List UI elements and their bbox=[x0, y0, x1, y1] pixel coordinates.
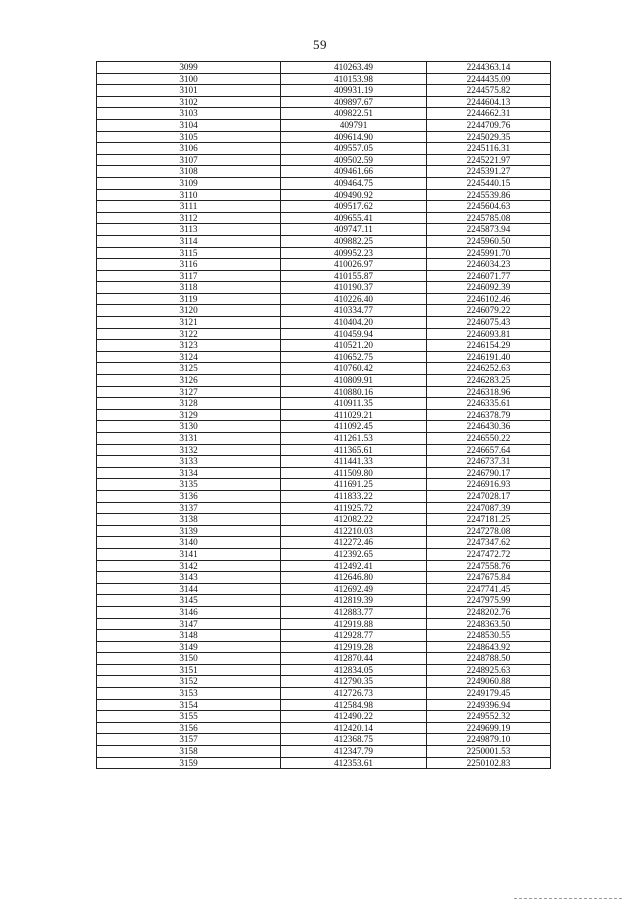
table-row bbox=[97, 224, 551, 236]
x-coordinate-cell: 412790.35 bbox=[281, 676, 427, 688]
y-coordinate-cell: 2246335.61 bbox=[427, 398, 551, 410]
x-coordinate-cell: 409791 bbox=[281, 119, 427, 131]
x-coordinate-cell: 412392.65 bbox=[281, 548, 427, 560]
table-row bbox=[97, 490, 551, 502]
y-coordinate-cell: 2246102.46 bbox=[427, 293, 551, 305]
y-coordinate-cell: 2246079.22 bbox=[427, 305, 551, 317]
y-coordinate-cell: 2246916.93 bbox=[427, 479, 551, 491]
table-row bbox=[97, 85, 551, 97]
point-number-cell: 3134 bbox=[97, 467, 281, 479]
point-number-cell: 3136 bbox=[97, 490, 281, 502]
table-row bbox=[97, 421, 551, 433]
y-coordinate-cell: 2248363.50 bbox=[427, 618, 551, 630]
y-coordinate-cell: 2247028.17 bbox=[427, 490, 551, 502]
point-number-cell: 3120 bbox=[97, 305, 281, 317]
y-coordinate-cell: 2244662.31 bbox=[427, 108, 551, 120]
point-number-cell: 3101 bbox=[97, 85, 281, 97]
point-number-cell: 3105 bbox=[97, 131, 281, 143]
point-number-cell: 3139 bbox=[97, 525, 281, 537]
x-coordinate-cell: 412082.22 bbox=[281, 514, 427, 526]
x-coordinate-cell: 409614.90 bbox=[281, 131, 427, 143]
y-coordinate-cell: 2246550.22 bbox=[427, 433, 551, 445]
point-number-cell: 3137 bbox=[97, 502, 281, 514]
x-coordinate-cell: 410263.49 bbox=[281, 62, 427, 74]
table-row bbox=[97, 375, 551, 387]
y-coordinate-cell: 2249879.10 bbox=[427, 734, 551, 746]
point-number-cell: 3152 bbox=[97, 676, 281, 688]
x-coordinate-cell: 410404.20 bbox=[281, 317, 427, 329]
y-coordinate-cell: 2248788.50 bbox=[427, 653, 551, 665]
point-number-cell: 3111 bbox=[97, 201, 281, 213]
x-coordinate-cell: 409747.11 bbox=[281, 224, 427, 236]
table-row bbox=[97, 757, 551, 769]
x-coordinate-cell: 412919.28 bbox=[281, 641, 427, 653]
y-coordinate-cell: 2245539.86 bbox=[427, 189, 551, 201]
x-coordinate-cell: 411261.53 bbox=[281, 433, 427, 445]
table-row bbox=[97, 96, 551, 108]
table-row bbox=[97, 201, 551, 213]
x-coordinate-cell: 410459.94 bbox=[281, 328, 427, 340]
point-number-cell: 3116 bbox=[97, 259, 281, 271]
y-coordinate-cell: 2246252.63 bbox=[427, 363, 551, 375]
table-row bbox=[97, 270, 551, 282]
y-coordinate-cell: 2248202.76 bbox=[427, 606, 551, 618]
y-coordinate-cell: 2246378.79 bbox=[427, 409, 551, 421]
point-number-cell: 3099 bbox=[97, 62, 281, 74]
y-coordinate-cell: 2244435.09 bbox=[427, 73, 551, 85]
y-coordinate-cell: 2245960.50 bbox=[427, 235, 551, 247]
point-number-cell: 3157 bbox=[97, 734, 281, 746]
table-body bbox=[97, 62, 551, 769]
table-row bbox=[97, 119, 551, 131]
point-number-cell: 3122 bbox=[97, 328, 281, 340]
point-number-cell: 3133 bbox=[97, 456, 281, 468]
y-coordinate-cell: 2246430.36 bbox=[427, 421, 551, 433]
x-coordinate-cell: 410652.75 bbox=[281, 351, 427, 363]
x-coordinate-cell: 409931.19 bbox=[281, 85, 427, 97]
table-row bbox=[97, 722, 551, 734]
point-number-cell: 3153 bbox=[97, 688, 281, 700]
point-number-cell: 3119 bbox=[97, 293, 281, 305]
y-coordinate-cell: 2246034.23 bbox=[427, 259, 551, 271]
y-coordinate-cell: 2245029.35 bbox=[427, 131, 551, 143]
x-coordinate-cell: 409464.75 bbox=[281, 177, 427, 189]
y-coordinate-cell: 2245391.27 bbox=[427, 166, 551, 178]
y-coordinate-cell: 2247558.76 bbox=[427, 560, 551, 572]
point-number-cell: 3124 bbox=[97, 351, 281, 363]
point-number-cell: 3141 bbox=[97, 548, 281, 560]
y-coordinate-cell: 2245604.63 bbox=[427, 201, 551, 213]
y-coordinate-cell: 2249699.19 bbox=[427, 722, 551, 734]
point-number-cell: 3147 bbox=[97, 618, 281, 630]
table-row bbox=[97, 363, 551, 375]
y-coordinate-cell: 2245221.97 bbox=[427, 154, 551, 166]
point-number-cell: 3149 bbox=[97, 641, 281, 653]
point-number-cell: 3158 bbox=[97, 746, 281, 758]
y-coordinate-cell: 2247087.39 bbox=[427, 502, 551, 514]
point-number-cell: 3135 bbox=[97, 479, 281, 491]
x-coordinate-cell: 410880.16 bbox=[281, 386, 427, 398]
point-number-cell: 3102 bbox=[97, 96, 281, 108]
x-coordinate-cell: 410155.87 bbox=[281, 270, 427, 282]
point-number-cell: 3117 bbox=[97, 270, 281, 282]
point-number-cell: 3121 bbox=[97, 317, 281, 329]
x-coordinate-cell: 412919.88 bbox=[281, 618, 427, 630]
point-number-cell: 3143 bbox=[97, 572, 281, 584]
x-coordinate-cell: 410190.37 bbox=[281, 282, 427, 294]
point-number-cell: 3156 bbox=[97, 722, 281, 734]
point-number-cell: 3106 bbox=[97, 143, 281, 155]
x-coordinate-cell: 412353.61 bbox=[281, 757, 427, 769]
table-row bbox=[97, 166, 551, 178]
table-row bbox=[97, 212, 551, 224]
x-coordinate-cell: 410026.97 bbox=[281, 259, 427, 271]
point-number-cell: 3148 bbox=[97, 630, 281, 642]
x-coordinate-cell: 412272.46 bbox=[281, 537, 427, 549]
table-row bbox=[97, 433, 551, 445]
y-coordinate-cell: 2249552.32 bbox=[427, 711, 551, 723]
x-coordinate-cell: 409882.25 bbox=[281, 235, 427, 247]
point-number-cell: 3125 bbox=[97, 363, 281, 375]
y-coordinate-cell: 2244363.14 bbox=[427, 62, 551, 74]
y-coordinate-cell: 2245440.15 bbox=[427, 177, 551, 189]
point-number-cell: 3114 bbox=[97, 235, 281, 247]
y-coordinate-cell: 2248925.63 bbox=[427, 664, 551, 676]
table-row bbox=[97, 328, 551, 340]
y-coordinate-cell: 2246657.64 bbox=[427, 444, 551, 456]
table-row bbox=[97, 618, 551, 630]
x-coordinate-cell: 411509.80 bbox=[281, 467, 427, 479]
table-row bbox=[97, 688, 551, 700]
point-number-cell: 3132 bbox=[97, 444, 281, 456]
table-row bbox=[97, 676, 551, 688]
table-row bbox=[97, 143, 551, 155]
x-coordinate-cell: 412883.77 bbox=[281, 606, 427, 618]
table-row bbox=[97, 62, 551, 74]
x-coordinate-cell: 409461.66 bbox=[281, 166, 427, 178]
x-coordinate-cell: 410153.98 bbox=[281, 73, 427, 85]
y-coordinate-cell: 2246092.39 bbox=[427, 282, 551, 294]
y-coordinate-cell: 2250102.83 bbox=[427, 757, 551, 769]
x-coordinate-cell: 411029.21 bbox=[281, 409, 427, 421]
y-coordinate-cell: 2246283.25 bbox=[427, 375, 551, 387]
coordinate-table bbox=[96, 61, 551, 769]
table-row bbox=[97, 641, 551, 653]
y-coordinate-cell: 2247347.62 bbox=[427, 537, 551, 549]
point-number-cell: 3123 bbox=[97, 340, 281, 352]
table-row bbox=[97, 189, 551, 201]
point-number-cell: 3103 bbox=[97, 108, 281, 120]
table-row bbox=[97, 154, 551, 166]
y-coordinate-cell: 2246318.96 bbox=[427, 386, 551, 398]
point-number-cell: 3118 bbox=[97, 282, 281, 294]
y-coordinate-cell: 2246191.40 bbox=[427, 351, 551, 363]
table-row bbox=[97, 537, 551, 549]
y-coordinate-cell: 2247675.84 bbox=[427, 572, 551, 584]
y-coordinate-cell: 2247278.08 bbox=[427, 525, 551, 537]
point-number-cell: 3140 bbox=[97, 537, 281, 549]
table-row bbox=[97, 606, 551, 618]
table-row bbox=[97, 653, 551, 665]
table-row bbox=[97, 247, 551, 259]
table-row bbox=[97, 548, 551, 560]
table-row bbox=[97, 479, 551, 491]
x-coordinate-cell: 409490.92 bbox=[281, 189, 427, 201]
point-number-cell: 3146 bbox=[97, 606, 281, 618]
table-row bbox=[97, 560, 551, 572]
x-coordinate-cell: 411691.25 bbox=[281, 479, 427, 491]
point-number-cell: 3113 bbox=[97, 224, 281, 236]
y-coordinate-cell: 2244575.82 bbox=[427, 85, 551, 97]
table-row bbox=[97, 398, 551, 410]
y-coordinate-cell: 2249396.94 bbox=[427, 699, 551, 711]
table-row bbox=[97, 317, 551, 329]
x-coordinate-cell: 409952.23 bbox=[281, 247, 427, 259]
table-row bbox=[97, 572, 551, 584]
point-number-cell: 3154 bbox=[97, 699, 281, 711]
x-coordinate-cell: 412928.77 bbox=[281, 630, 427, 642]
table-row bbox=[97, 293, 551, 305]
x-coordinate-cell: 411365.61 bbox=[281, 444, 427, 456]
table-row bbox=[97, 502, 551, 514]
y-coordinate-cell: 2245116.31 bbox=[427, 143, 551, 155]
point-number-cell: 3151 bbox=[97, 664, 281, 676]
y-coordinate-cell: 2245991.70 bbox=[427, 247, 551, 259]
table-row bbox=[97, 409, 551, 421]
x-coordinate-cell: 409822.51 bbox=[281, 108, 427, 120]
table-row bbox=[97, 305, 551, 317]
point-number-cell: 3155 bbox=[97, 711, 281, 723]
x-coordinate-cell: 412490.22 bbox=[281, 711, 427, 723]
table-row bbox=[97, 282, 551, 294]
y-coordinate-cell: 2247181.25 bbox=[427, 514, 551, 526]
y-coordinate-cell: 2247975.99 bbox=[427, 595, 551, 607]
table-row bbox=[97, 131, 551, 143]
table-row bbox=[97, 177, 551, 189]
point-number-cell: 3159 bbox=[97, 757, 281, 769]
point-number-cell: 3138 bbox=[97, 514, 281, 526]
point-number-cell: 3144 bbox=[97, 583, 281, 595]
x-coordinate-cell: 412210.03 bbox=[281, 525, 427, 537]
y-coordinate-cell: 2246075.43 bbox=[427, 317, 551, 329]
point-number-cell: 3145 bbox=[97, 595, 281, 607]
x-coordinate-cell: 409517.62 bbox=[281, 201, 427, 213]
y-coordinate-cell: 2249060.88 bbox=[427, 676, 551, 688]
table-row bbox=[97, 259, 551, 271]
point-number-cell: 3126 bbox=[97, 375, 281, 387]
table-row bbox=[97, 235, 551, 247]
point-number-cell: 3112 bbox=[97, 212, 281, 224]
x-coordinate-cell: 412420.14 bbox=[281, 722, 427, 734]
point-number-cell: 3100 bbox=[97, 73, 281, 85]
scan-artifact-line bbox=[514, 898, 622, 899]
y-coordinate-cell: 2247472.72 bbox=[427, 548, 551, 560]
table-row bbox=[97, 746, 551, 758]
y-coordinate-cell: 2246071.77 bbox=[427, 270, 551, 282]
y-coordinate-cell: 2246154.29 bbox=[427, 340, 551, 352]
table-row bbox=[97, 340, 551, 352]
x-coordinate-cell: 411441.33 bbox=[281, 456, 427, 468]
point-number-cell: 3130 bbox=[97, 421, 281, 433]
point-number-cell: 3131 bbox=[97, 433, 281, 445]
table-row bbox=[97, 456, 551, 468]
x-coordinate-cell: 409897.67 bbox=[281, 96, 427, 108]
point-number-cell: 3142 bbox=[97, 560, 281, 572]
point-number-cell: 3104 bbox=[97, 119, 281, 131]
y-coordinate-cell: 2245785.08 bbox=[427, 212, 551, 224]
x-coordinate-cell: 411925.72 bbox=[281, 502, 427, 514]
table-row bbox=[97, 664, 551, 676]
page-number: 59 bbox=[313, 37, 327, 52]
x-coordinate-cell: 410911.35 bbox=[281, 398, 427, 410]
point-number-cell: 3109 bbox=[97, 177, 281, 189]
table-row bbox=[97, 630, 551, 642]
y-coordinate-cell: 2248530.55 bbox=[427, 630, 551, 642]
x-coordinate-cell: 412492.41 bbox=[281, 560, 427, 572]
x-coordinate-cell: 410809.91 bbox=[281, 375, 427, 387]
x-coordinate-cell: 411092.45 bbox=[281, 421, 427, 433]
table-row bbox=[97, 595, 551, 607]
x-coordinate-cell: 412646.80 bbox=[281, 572, 427, 584]
y-coordinate-cell: 2246093.81 bbox=[427, 328, 551, 340]
point-number-cell: 3110 bbox=[97, 189, 281, 201]
table-row bbox=[97, 444, 551, 456]
y-coordinate-cell: 2247741.45 bbox=[427, 583, 551, 595]
x-coordinate-cell: 410760.42 bbox=[281, 363, 427, 375]
x-coordinate-cell: 412726.73 bbox=[281, 688, 427, 700]
x-coordinate-cell: 409557.05 bbox=[281, 143, 427, 155]
table-row bbox=[97, 583, 551, 595]
y-coordinate-cell: 2244604.13 bbox=[427, 96, 551, 108]
x-coordinate-cell: 412692.49 bbox=[281, 583, 427, 595]
x-coordinate-cell: 410334.77 bbox=[281, 305, 427, 317]
x-coordinate-cell: 409502.59 bbox=[281, 154, 427, 166]
x-coordinate-cell: 412368.75 bbox=[281, 734, 427, 746]
table-row bbox=[97, 525, 551, 537]
x-coordinate-cell: 412584.98 bbox=[281, 699, 427, 711]
table-row bbox=[97, 73, 551, 85]
y-coordinate-cell: 2246737.31 bbox=[427, 456, 551, 468]
y-coordinate-cell: 2245873.94 bbox=[427, 224, 551, 236]
point-number-cell: 3127 bbox=[97, 386, 281, 398]
x-coordinate-cell: 412819.39 bbox=[281, 595, 427, 607]
table-row bbox=[97, 351, 551, 363]
table-row bbox=[97, 386, 551, 398]
y-coordinate-cell: 2244709.76 bbox=[427, 119, 551, 131]
x-coordinate-cell: 412347.79 bbox=[281, 746, 427, 758]
point-number-cell: 3129 bbox=[97, 409, 281, 421]
point-number-cell: 3115 bbox=[97, 247, 281, 259]
x-coordinate-cell: 409655.41 bbox=[281, 212, 427, 224]
x-coordinate-cell: 410226.40 bbox=[281, 293, 427, 305]
x-coordinate-cell: 412834.05 bbox=[281, 664, 427, 676]
y-coordinate-cell: 2248643.92 bbox=[427, 641, 551, 653]
x-coordinate-cell: 410521.20 bbox=[281, 340, 427, 352]
x-coordinate-cell: 412870.44 bbox=[281, 653, 427, 665]
table-row bbox=[97, 734, 551, 746]
table-row bbox=[97, 711, 551, 723]
table-row bbox=[97, 699, 551, 711]
table-row bbox=[97, 467, 551, 479]
x-coordinate-cell: 411833.22 bbox=[281, 490, 427, 502]
point-number-cell: 3108 bbox=[97, 166, 281, 178]
point-number-cell: 3107 bbox=[97, 154, 281, 166]
table-row bbox=[97, 514, 551, 526]
table-row bbox=[97, 108, 551, 120]
y-coordinate-cell: 2250001.53 bbox=[427, 746, 551, 758]
y-coordinate-cell: 2246790.17 bbox=[427, 467, 551, 479]
point-number-cell: 3128 bbox=[97, 398, 281, 410]
point-number-cell: 3150 bbox=[97, 653, 281, 665]
y-coordinate-cell: 2249179.45 bbox=[427, 688, 551, 700]
